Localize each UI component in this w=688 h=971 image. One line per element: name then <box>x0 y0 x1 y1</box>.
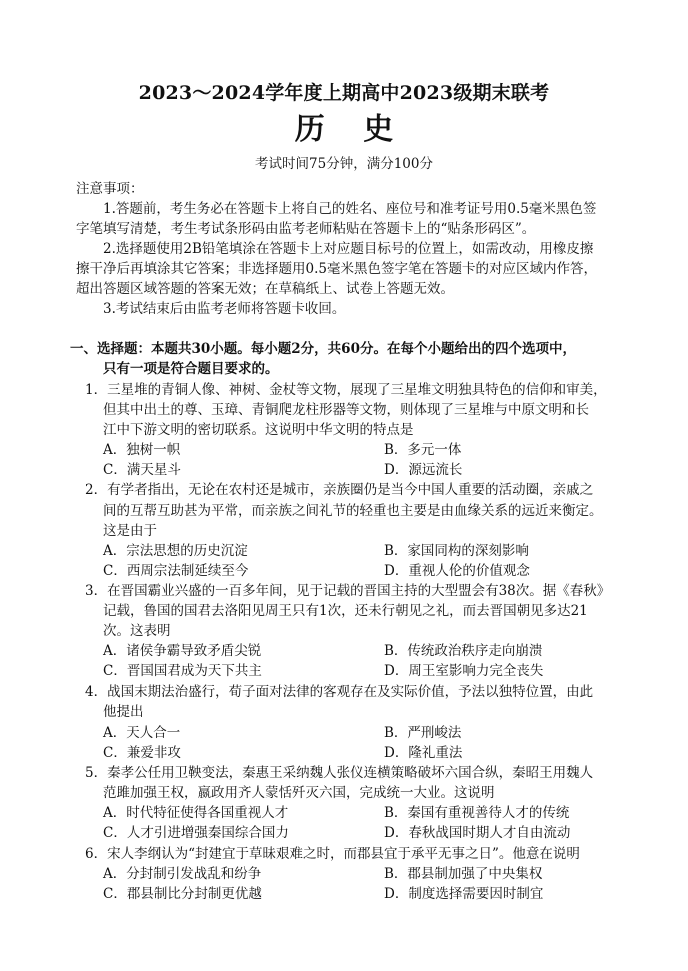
notice-line: 字笔填写清楚，考生考试条形码由监考老师粘贴在答题卡上的“贴条形码区”。 <box>76 221 536 237</box>
question-5-option-d: D．春秋战国时期人才自由流动 <box>384 825 571 841</box>
question-2-option-d: D．重视人伦的价值观念 <box>384 563 530 579</box>
question-5-line: 范雎加强王权，嬴政用齐人蒙恬歼灭六国，完成统一大业。这说明 <box>103 785 495 801</box>
question-3-option-c: C．晋国国君成为天下共主 <box>103 663 262 679</box>
question-1-option-b: B．多元一体 <box>384 442 462 458</box>
question-1-line: 1．三星堆的青铜人像、神树、金杖等文物，展现了三星堆文明独具特色的信仰和审美， <box>85 382 607 398</box>
question-2-option-a: A．宗法思想的历史沉淀 <box>103 543 248 559</box>
section-heading: 一、选择题：本题共30小题。每小题2分，共60分。在每个小题给出的四个选项中， <box>70 341 576 357</box>
question-4-option-b: B．严刑峻法 <box>384 725 462 741</box>
question-3-option-b: B．传统政治秩序走向崩溃 <box>384 643 543 659</box>
question-2-option-b: B．家国同构的深刻影响 <box>384 543 529 559</box>
notice-line: 擦干净后再填涂其它答案；非选择题用0.5毫米黑色签字笔在答题卡的对应区域内作答， <box>76 261 597 277</box>
question-2-option-c: C．西周宗法制延续至今 <box>103 563 249 579</box>
notice-line: 超出答题区域答题的答案无效；在草稿纸上、试卷上答题无效。 <box>76 281 454 297</box>
notice-line: 1.答题前，考生务必在答题卡上将自己的姓名、座位号和准考证号用0.5毫米黑色签 <box>103 201 597 217</box>
question-6-option-d: D．制度选择需要因时制宜 <box>384 886 544 902</box>
question-6-option-b: B．郡县制加强了中央集权 <box>384 866 543 882</box>
question-1-option-c: C．满天星斗 <box>103 462 181 478</box>
question-5-option-c: C．人才引进增强秦国综合国力 <box>103 825 289 841</box>
question-3-line: 记载，鲁国的国君去洛阳见周王只有1次，还未行朝见之礼，而去晋国朝见多达21 <box>103 603 588 619</box>
question-3-option-d: D．周王室影响力完全丧失 <box>384 663 544 679</box>
question-5-option-a: A．时代特征使得各国重视人才 <box>103 805 289 821</box>
question-2-line: 2．有学者指出，无论在农村还是城市，亲族圈仍是当今中国人重要的活动圈，亲戚之 <box>85 482 594 498</box>
notice-line: 3.考试结束后由监考老师将答题卡收回。 <box>103 301 346 317</box>
question-5-line: 5．秦孝公任用卫鞅变法，秦惠王采纳魏人张仪连横策略破坏六国合纵，秦昭王用魏人 <box>85 765 594 781</box>
section-heading-cont: 只有一项是符合题目要求的。 <box>103 361 279 377</box>
question-4-line: 4．战国末期法治盛行，荀子面对法律的客观存在及实际价值，予法以独特位置，由此 <box>85 684 594 700</box>
question-3-line: 次。这表明 <box>103 623 171 639</box>
question-6-line: 6．宋人李纲认为“封建宜于草昧艰难之时，而郡县宜于承平无事之日”。他意在说明 <box>85 846 580 862</box>
question-1-line: 江中下游文明的密切联系。这说明中华文明的特点是 <box>103 422 414 438</box>
question-3-option-a: A．诸侯争霸导致矛盾尖锐 <box>103 643 262 659</box>
question-2-line: 这是由于 <box>103 523 157 539</box>
question-4-line: 他提出 <box>103 704 144 720</box>
question-1-option-a: A．独树一帜 <box>103 442 181 458</box>
question-4-option-c: C．兼爱非攻 <box>103 745 181 761</box>
question-6-option-c: C．郡县制比分封制更优越 <box>103 886 262 902</box>
question-6-option-a: A．分封制引发战乱和纷争 <box>103 866 262 882</box>
subject-title: 历 史 <box>294 112 408 147</box>
question-3-line: 3．在晋国霸业兴盛的一百多年间，见于记载的晋国主持的大型盟会有38次。据《春秋》 <box>85 583 611 599</box>
question-4-option-a: A．天人合一 <box>103 725 181 741</box>
exam-title: 2023～2024学年度上期高中2023级期末联考 <box>138 82 550 104</box>
notice-title: 注意事项： <box>76 181 144 197</box>
notice-line: 2.选择题使用2B铅笔填涂在答题卡上对应题目标号的位置上，如需改动，用橡皮擦 <box>103 241 594 257</box>
question-1-line: 但其中出土的尊、玉璋、青铜爬龙柱形器等文物，则体现了三星堆与中原文明和长 <box>103 402 589 418</box>
question-1-option-d: D．源远流长 <box>384 462 463 478</box>
question-5-option-b: B．秦国有重视善待人才的传统 <box>384 805 570 821</box>
question-2-line: 间的互帮互助甚为平常，而亲族之间礼节的轻重也主要是由血缘关系的远近来衡定。 <box>103 503 603 519</box>
question-4-option-d: D．隆礼重法 <box>384 745 463 761</box>
exam-time: 考试时间75分钟，满分100分 <box>255 156 433 172</box>
